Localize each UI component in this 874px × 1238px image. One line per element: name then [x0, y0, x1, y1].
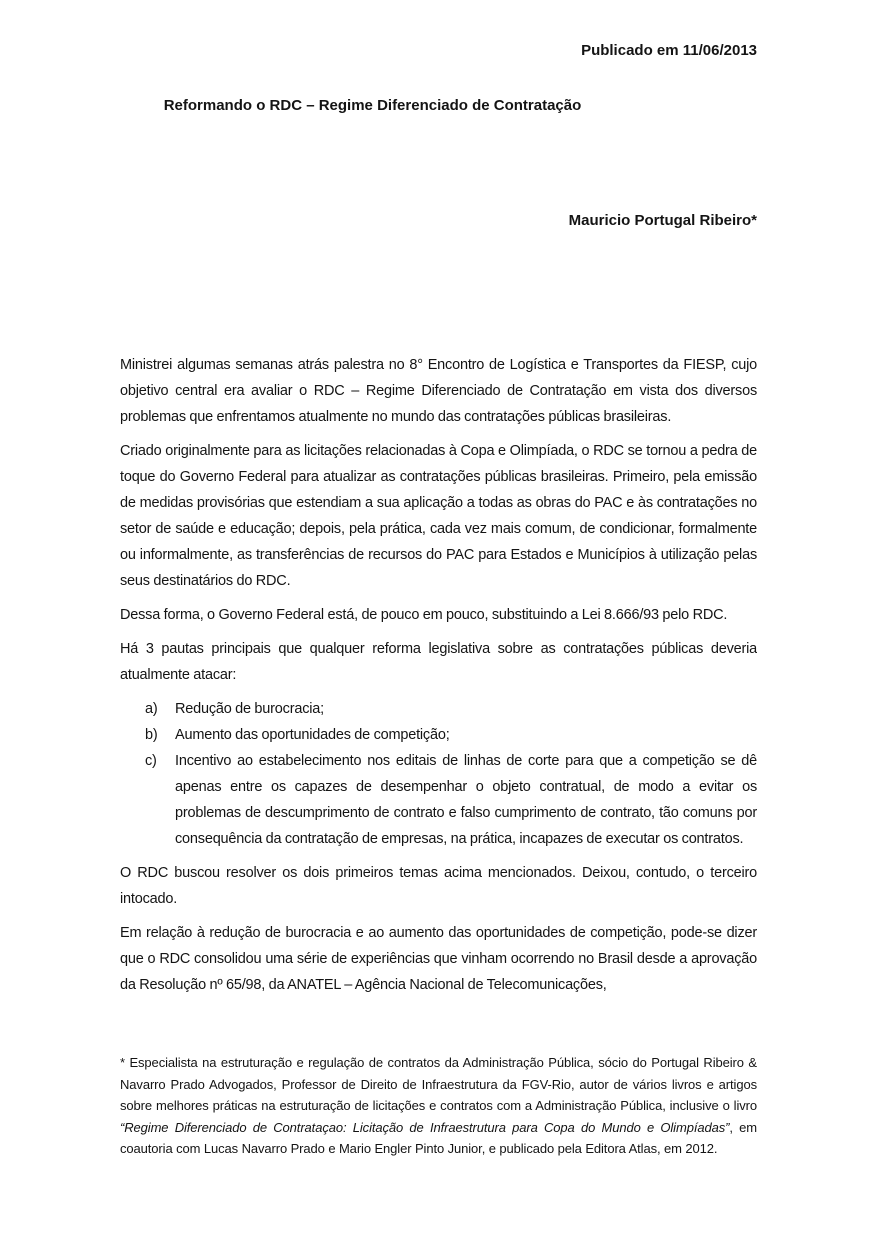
document-title: Reformando o RDC – Regime Diferenciado de Contratação	[163, 97, 582, 114]
list-item-a	[145, 696, 757, 722]
list-item-c-text: Incentivo ao estabelecimento nos editais de linhas de corte para que a competição se dê apenas entre os capazes de desempenhar o objeto contratual, de modo a evitar os problemas de descumprimento de contrato e falso cumprimento de contrato, tão comuns por consequência da contratação de empresas, na prática, incapazes de executar os contratos.	[175, 753, 757, 847]
paragraph-rdc-origin: Criado originalmente para as licitações relacionadas à Copa e Olimpíada, o RDC se tornou a pedra de toque do Governo Federal para atualizar as contratações públicas brasileiras. Primeiro, pela emissão de medidas provisórias que estendiam a sua aplicação a todas as obras do PAC e às contratações no setor de saúde e educação; depois, pela prática, cada vez mais comum, de condicionar, formalmente ou informalmente, as transferências de recursos do PAC para Estados e Municípios à utilização pelas seus destinatários do RDC.	[120, 443, 757, 589]
list-marker-c: c)	[145, 753, 157, 769]
footnote-text-before: * Especialista na estruturação e regulação de contratos da Administração Pública, sócio do Portugal Ribeiro & Navarro Prado Advogados, Professor de Direito de Infraestrutura da FGV-Rio, autor de vários livros e artigos sobre melhores práticas na estruturação de licitações e contratos com a Administração Pública, inclusive o livro	[120, 1055, 757, 1113]
footnote	[120, 1052, 757, 1160]
publication-date: Publicado em 11/06/2013	[581, 42, 757, 59]
paragraph-lei-8666: Dessa forma, o Governo Federal está, de pouco em pouco, substituindo a Lei 8.666/93 pelo RDC.	[120, 607, 728, 623]
list-item-b	[145, 722, 757, 748]
list-marker-b: b)	[145, 727, 158, 743]
document-body	[120, 352, 757, 1006]
author-byline: Mauricio Portugal Ribeiro*	[568, 212, 757, 229]
issues-list	[120, 696, 757, 852]
paragraph-reducao-burocracia: Em relação à redução de burocracia e ao aumento das oportunidades de competição, pode-se dizer que o RDC consolidou uma série de experiências que vinham ocorrendo no Brasil desde a aprovação da Resolução nº 65/98, da ANATEL – Agência Nacional de Telecomunicações,	[120, 925, 757, 993]
paragraph-intro: Ministrei algumas semanas atrás palestra no 8° Encontro de Logística e Transportes da FIESP, cujo objetivo central era avaliar o RDC – Regime Diferenciado de Contratação em vista dos diversos problemas que enfrentamos atualmente no mundo das contratações públicas brasileiras.	[120, 357, 757, 425]
list-item-c	[145, 748, 757, 852]
list-marker-a: a)	[145, 701, 158, 717]
paragraph-rdc-resolveu: O RDC buscou resolver os dois primeiros temas acima mencionados. Deixou, contudo, o terceiro intocado.	[120, 865, 757, 907]
footnote-book-title: “Regime Diferenciado de Contrataçao: Licitação de Infraestrutura para Copa do Mundo e Olimpíadas”	[120, 1119, 730, 1135]
paragraph-pautas: Há 3 pautas principais que qualquer reforma legislativa sobre as contratações públicas deveria atualmente atacar:	[120, 641, 757, 683]
list-item-a-text: Redução de burocracia;	[175, 701, 324, 717]
footnote-text-after: , em coautoria com Lucas Navarro Prado e Mario Engler Pinto Junior, e publicado pela Editora Atlas, em 2012.	[120, 1119, 757, 1156]
list-item-b-text: Aumento das oportunidades de competição;	[175, 727, 450, 743]
